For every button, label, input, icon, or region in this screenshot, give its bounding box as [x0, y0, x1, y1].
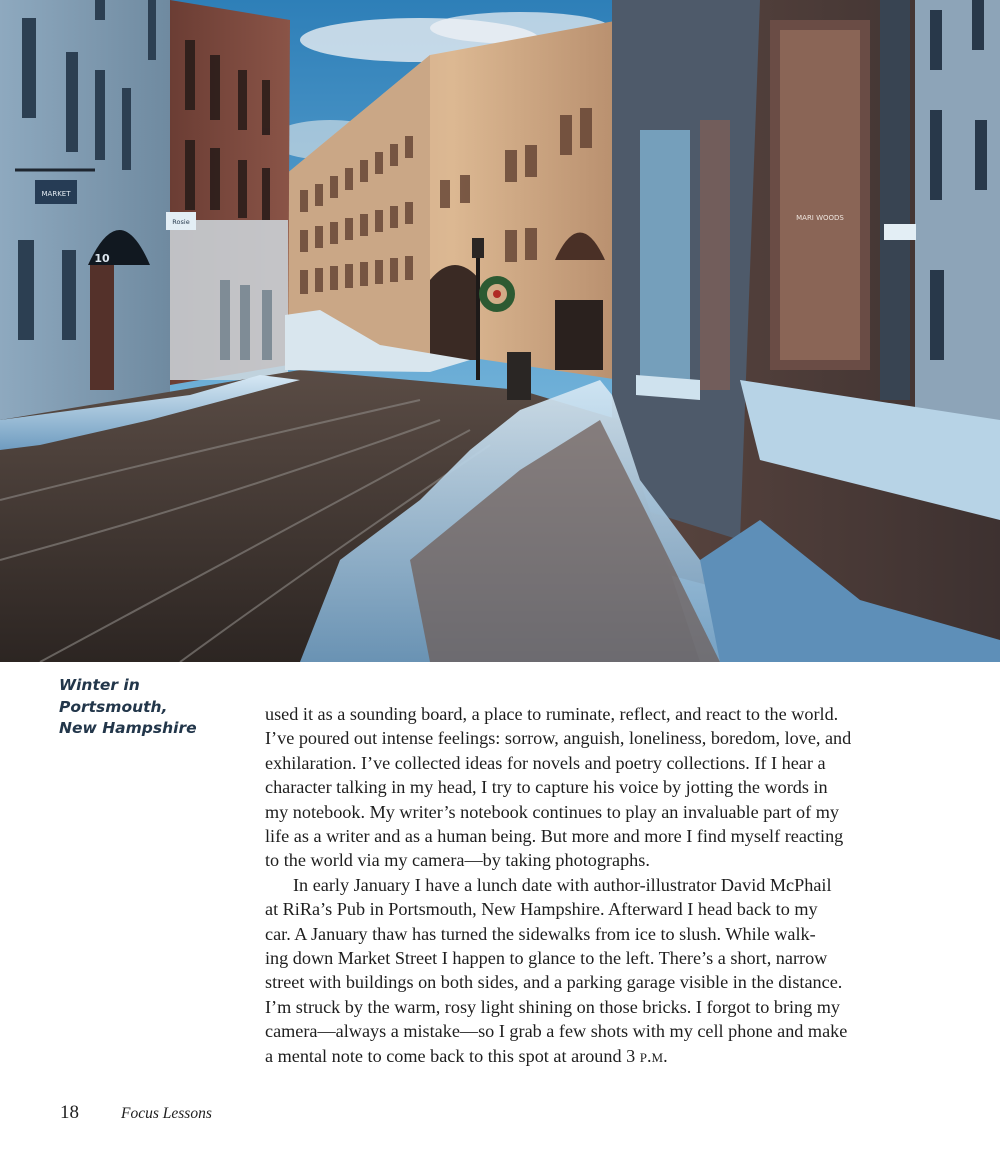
caption-line: New Hampshire [59, 719, 197, 737]
caption-line: Winter in [59, 676, 140, 694]
page-number: 18 [60, 1102, 79, 1123]
running-title: Focus Lessons [121, 1105, 212, 1122]
body-line-text: a mental note to come back to this spot at around 3 [265, 1045, 640, 1066]
window-lettering: MARI WOODS [796, 214, 844, 222]
body-line: my notebook. My writer’s notebook continues to play an invaluable part of my [265, 801, 839, 822]
body-line: life as a writer and as a human being. But more and more I find myself reacting [265, 826, 844, 847]
photo-caption [59, 675, 234, 740]
paragraph-start-line: In early January I have a lunch date with author-illustrator David McPhail [293, 874, 832, 895]
body-line: character talking in my head, I try to capture his voice by jotting the words in [265, 777, 828, 798]
door-number: 10 [94, 252, 110, 265]
body-line: camera—always a mistake—so I grab a few shots with my cell phone and make [265, 1021, 848, 1042]
time-abbreviation: p.m. [639, 1045, 668, 1066]
body-line: ing down Market Street I happen to glance to the left. There’s a short, narrow [265, 948, 828, 969]
body-line: street with buildings on both sides, and a parking garage visible in the distance. [265, 972, 843, 993]
body-text [265, 702, 890, 1068]
body-line: car. A January thaw has turned the sidewalks from ice to slush. While walk- [265, 923, 816, 944]
shop-sign-text: Rosie [172, 218, 190, 226]
body-line: I’ve poured out intense feelings: sorrow, anguish, loneliness, boredom, love, and [265, 728, 852, 749]
hanging-sign-text: MARKET [41, 190, 71, 198]
body-line: at RiRa’s Pub in Portsmouth, New Hampshire. Afterward I head back to my [265, 899, 818, 920]
body-line: I’m struck by the warm, rosy light shining on those bricks. I forgot to bring my [265, 996, 841, 1017]
caption-line: Portsmouth, [59, 697, 168, 716]
body-line: exhilaration. I’ve collected ideas for novels and poetry collections. If I hear a [265, 752, 826, 773]
body-line: to the world via my camera—by taking photographs. [265, 850, 650, 871]
body-line: used it as a sounding board, a place to ruminate, reflect, and react to the world. [265, 704, 839, 724]
body-last-line [265, 1044, 890, 1068]
